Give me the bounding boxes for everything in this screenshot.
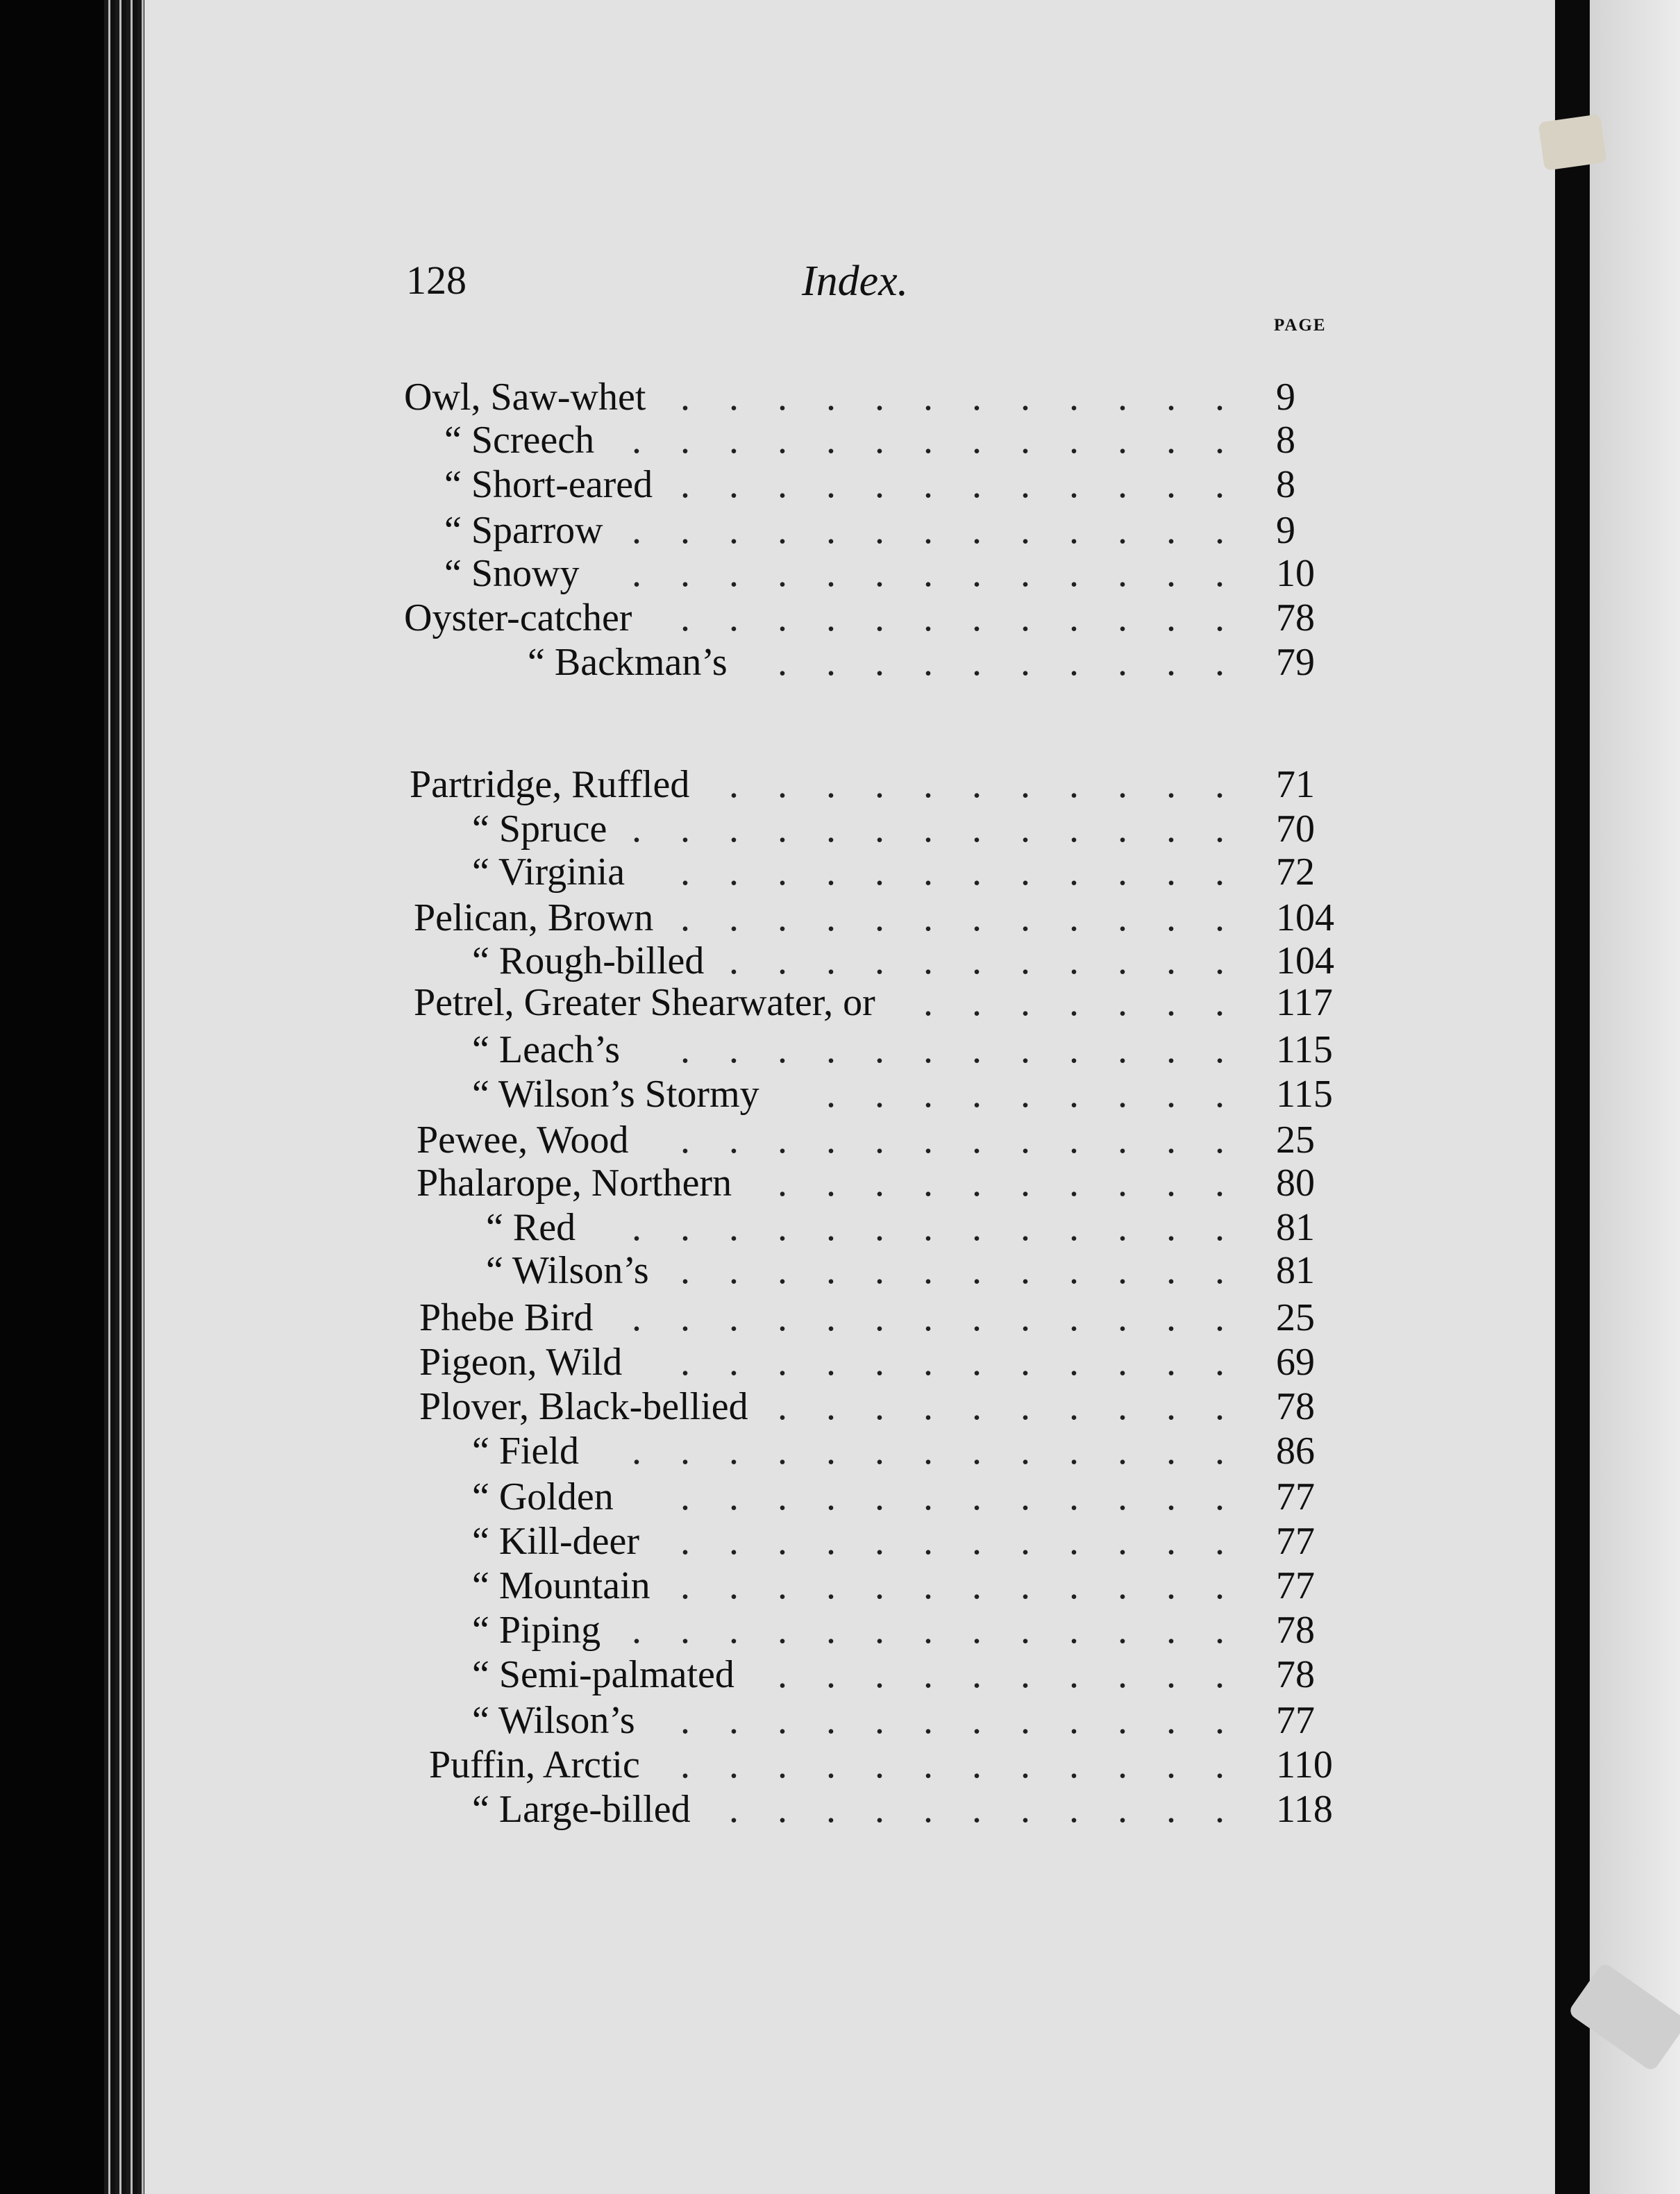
index-entry (0, 1340, 1680, 1384)
dot-leader: ............ (680, 1564, 1263, 1607)
index-entry-label: Pigeon, Wild (419, 1341, 623, 1384)
dot-leader: ............ (680, 1119, 1263, 1162)
index-entry-page: 115 (1276, 1028, 1333, 1071)
index-entry-label: Phalarope, Northern (417, 1162, 732, 1205)
index-entry-label: Petrel, Greater Shearwater, or (414, 981, 875, 1024)
dot-leader: ............ (680, 376, 1263, 419)
index-entry (0, 1296, 1680, 1340)
index-entry-label: “ Field (472, 1430, 579, 1473)
index-entry (0, 980, 1680, 1025)
dot-leader: ............. (632, 1206, 1263, 1249)
index-entry-page: 78 (1276, 1385, 1315, 1428)
index-entry (0, 1384, 1680, 1429)
dot-leader: ............. (632, 509, 1263, 552)
dot-leader: ....... (923, 981, 1263, 1024)
index-entry (0, 1564, 1680, 1608)
dot-leader: ........... (729, 763, 1263, 806)
index-entry-label: “ Piping (472, 1609, 601, 1652)
dot-leader: ............ (680, 851, 1263, 894)
dot-leader: ............ (680, 1249, 1263, 1292)
index-entry-page: 25 (1276, 1296, 1315, 1339)
index-entry-label: “ Leach’s (472, 1028, 620, 1071)
dot-leader: ............. (632, 807, 1263, 851)
page-header (0, 257, 1680, 319)
index-entry (0, 375, 1680, 419)
index-entry-page: 69 (1276, 1341, 1315, 1384)
index-entry-page: 115 (1276, 1073, 1333, 1116)
index-entry (0, 1743, 1680, 1787)
index-entry-page: 78 (1276, 1653, 1315, 1696)
index-entry (0, 1205, 1680, 1250)
index-entry-page: 78 (1276, 1609, 1315, 1652)
index-entry (0, 1429, 1680, 1473)
index-entry (0, 896, 1680, 940)
dot-leader: ......... (826, 1073, 1263, 1116)
index-entry (0, 640, 1680, 685)
index-entry (0, 939, 1680, 983)
dot-leader: ............. (632, 1430, 1263, 1473)
running-title: Index. (802, 258, 909, 305)
index-entry (0, 1248, 1680, 1293)
index-entry-label: Puffin, Arctic (429, 1743, 640, 1786)
index-entry-page: 117 (1276, 981, 1333, 1024)
index-entry (0, 418, 1680, 462)
index-entry-page: 77 (1276, 1564, 1315, 1607)
dot-leader: ............ (680, 1028, 1263, 1071)
index-entry-page: 9 (1276, 376, 1295, 419)
index-entry-label: Oyster-catcher (404, 596, 632, 639)
index-entry-label: Pelican, Brown (414, 896, 654, 939)
index-entry-label: “ Wilson’s (486, 1249, 649, 1292)
index-entry-label: Plover, Black-bellied (419, 1385, 748, 1428)
dot-leader: ............ (680, 1341, 1263, 1384)
dot-leader: ............. (632, 1296, 1263, 1339)
index-entry-page: 81 (1276, 1206, 1315, 1249)
dot-leader: ............ (680, 596, 1263, 639)
index-entry-page: 8 (1276, 419, 1295, 462)
index-entry-label: “ Red (486, 1206, 576, 1249)
dot-leader: ............ (680, 1520, 1263, 1563)
index-entry-label: “ Short-eared (444, 463, 653, 506)
index-entry-label: “ Virginia (472, 851, 625, 894)
dot-leader: ............. (632, 552, 1263, 595)
index-entry-page: 110 (1276, 1743, 1333, 1786)
index-entry (0, 1519, 1680, 1564)
index-entry-label: “ Sparrow (444, 509, 603, 552)
dot-leader: .......... (778, 641, 1263, 684)
index-entry (0, 508, 1680, 553)
index-entry (0, 1161, 1680, 1205)
dot-leader: .......... (778, 1162, 1263, 1205)
index-entry-label: Pewee, Wood (417, 1119, 629, 1162)
index-entry (0, 1787, 1680, 1832)
index-entry-label: “ Golden (472, 1475, 614, 1518)
index-entry-label: “ Rough-billed (472, 939, 705, 982)
index-entry-label: “ Wilson’s (472, 1699, 635, 1742)
index-entry-page: 77 (1276, 1475, 1315, 1518)
index-entry-label: “ Snowy (444, 552, 580, 595)
index-entry-label: “ Large-billed (472, 1788, 691, 1831)
index-entry-page: 77 (1276, 1699, 1315, 1742)
index-entry (0, 762, 1680, 807)
index-entry-label: Partridge, Ruffled (410, 763, 690, 806)
index-entry-label: “ Mountain (472, 1564, 650, 1607)
page-number: 128 (406, 258, 467, 303)
index-entry-label: “ Kill-deer (472, 1520, 639, 1563)
index-entry (0, 1072, 1680, 1116)
dot-leader: ............ (680, 896, 1263, 939)
binding-thread (1538, 114, 1607, 171)
index-entry-label: Phebe Bird (419, 1296, 594, 1339)
index-entry-page: 10 (1276, 552, 1315, 595)
page-column-label: PAGE (1274, 316, 1327, 335)
index-entry-label: “ Wilson’s Stormy (472, 1073, 759, 1116)
index-entry (0, 1118, 1680, 1162)
index-entry-label: “ Semi-palmated (472, 1653, 734, 1696)
dot-leader: ............ (680, 463, 1263, 506)
index-entry (0, 551, 1680, 596)
index-entry-label: “ Screech (444, 419, 595, 462)
index-entry (0, 1698, 1680, 1743)
index-entry-page: 25 (1276, 1119, 1315, 1162)
dot-leader: ............. (632, 419, 1263, 462)
index-entry-page: 118 (1276, 1788, 1333, 1831)
index-entry-page: 104 (1276, 896, 1334, 939)
index-entry-page: 79 (1276, 641, 1315, 684)
index-entry-page: 71 (1276, 763, 1315, 806)
index-entry-page: 77 (1276, 1520, 1315, 1563)
dot-leader: ............. (632, 1609, 1263, 1652)
dot-leader: .......... (778, 1653, 1263, 1696)
index-entry-label: “ Backman’s (528, 641, 728, 684)
index-entry-page: 80 (1276, 1162, 1315, 1205)
index-entry (0, 1608, 1680, 1652)
index-entry-page: 81 (1276, 1249, 1315, 1292)
index-entry (0, 462, 1680, 507)
dot-leader: ............ (680, 1743, 1263, 1786)
index-entry-page: 72 (1276, 851, 1315, 894)
index-entry-page: 70 (1276, 807, 1315, 851)
index-entry (0, 596, 1680, 640)
index-entry-label: Owl, Saw-whet (404, 376, 646, 419)
index-entry-page: 9 (1276, 509, 1295, 552)
index-entry-label: “ Spruce (472, 807, 607, 851)
index-entry (0, 1652, 1680, 1697)
dot-leader: ............ (680, 1475, 1263, 1518)
index-entry-page: 78 (1276, 596, 1315, 639)
index-entry-page: 86 (1276, 1430, 1315, 1473)
index-entry (0, 850, 1680, 894)
index-entry (0, 1028, 1680, 1072)
index-entry (0, 807, 1680, 851)
dot-leader: ........... (729, 1788, 1263, 1831)
dot-leader: ............ (680, 1699, 1263, 1742)
dot-leader: .......... (778, 1385, 1263, 1428)
index-entry-page: 104 (1276, 939, 1334, 982)
dot-leader: ........... (729, 939, 1263, 982)
index-entry (0, 1475, 1680, 1519)
index-entry-page: 8 (1276, 463, 1295, 506)
